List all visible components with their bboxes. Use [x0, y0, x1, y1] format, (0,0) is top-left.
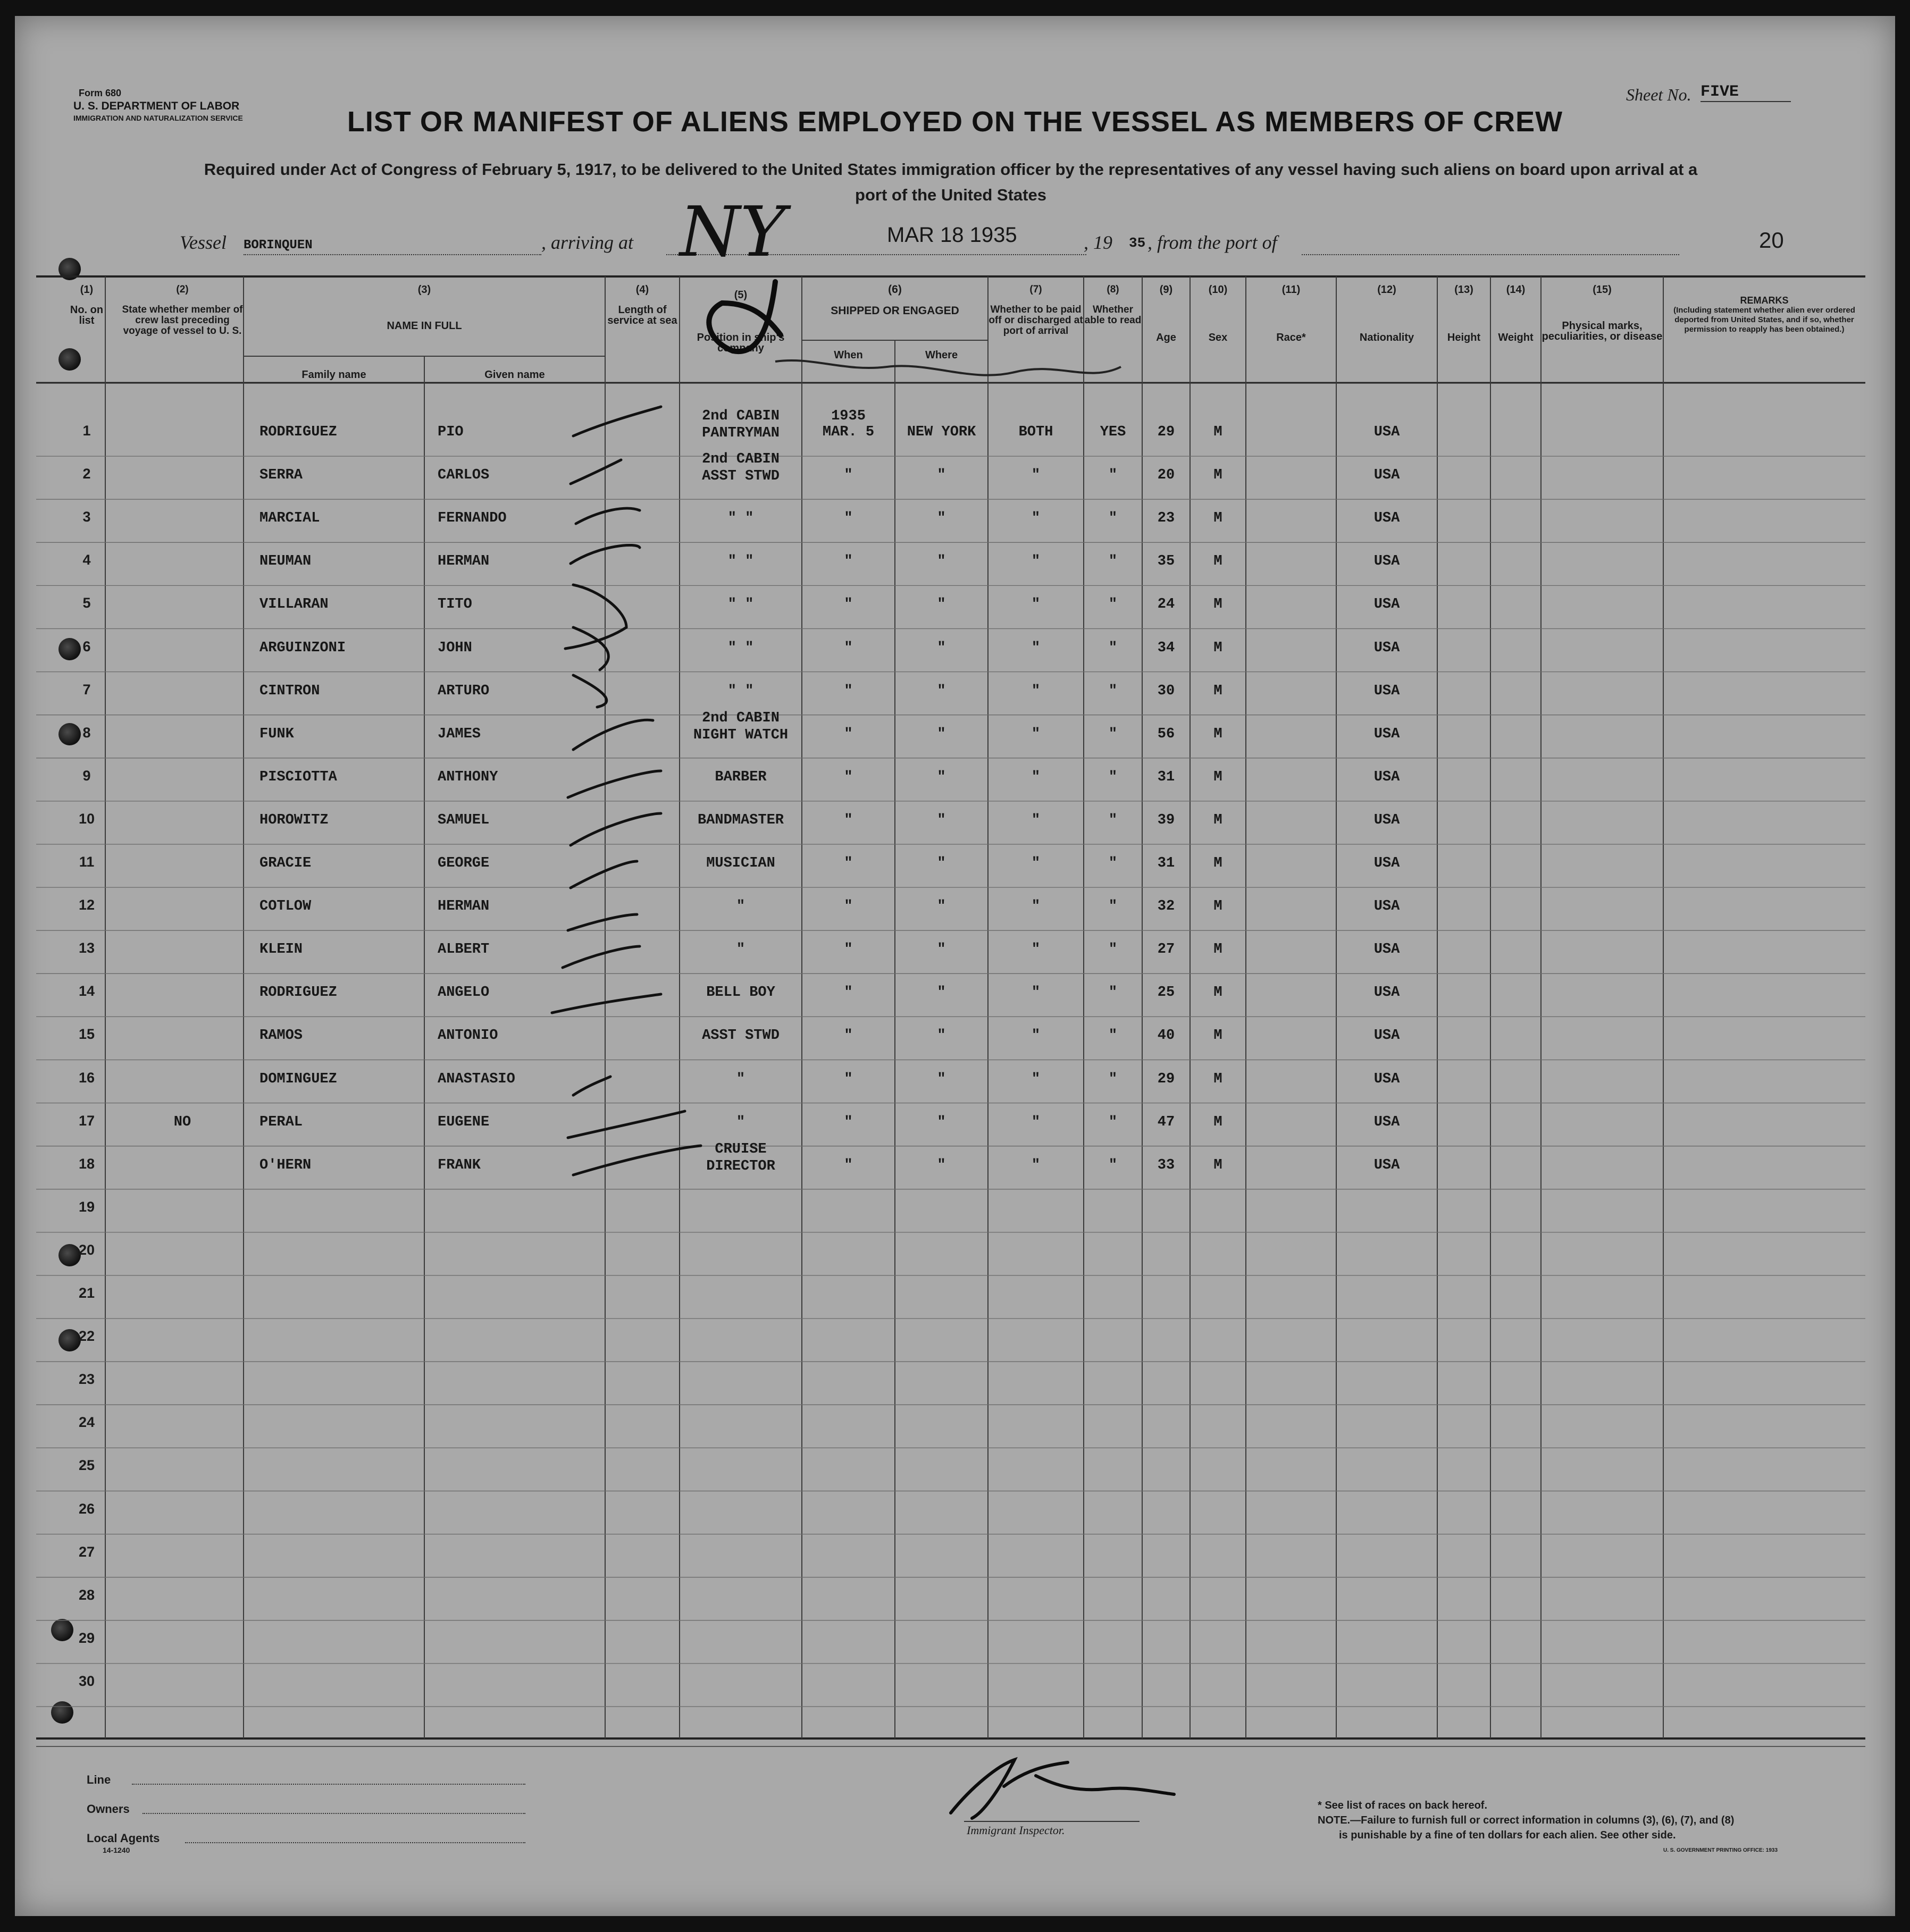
cell-read: YES [1100, 424, 1126, 440]
cell-nationality: USA [1373, 898, 1400, 915]
cell-read: " [1108, 985, 1118, 1001]
cell-nationality: USA [1373, 553, 1400, 570]
position-line-2: DIRECTOR [706, 1158, 775, 1174]
cell-where: " [937, 553, 946, 570]
arriving-label: , arriving at [541, 232, 634, 253]
cell-given: ANTONIO [438, 1028, 498, 1044]
cell-paid: " [1031, 1157, 1041, 1173]
cell-where: " [937, 769, 946, 785]
date-stamp: MAR 18 1935 [887, 223, 1017, 247]
cell-age: 39 [1157, 812, 1175, 828]
position-line-1: BANDMASTER [697, 812, 784, 828]
cell-nationality: USA [1373, 942, 1400, 958]
cell-when-year: 1935 [831, 408, 866, 424]
cell-read: " [1108, 1028, 1118, 1044]
cell-family: FUNK [259, 726, 294, 742]
penalty-note-2: is punishable by a fine of ten dollars for each alien. See other side. [1339, 1829, 1676, 1841]
cell-given: JAMES [438, 726, 481, 742]
given-name-header: Given name [484, 369, 545, 381]
cell-nationality: USA [1373, 855, 1400, 871]
row-number: 16 [78, 1069, 95, 1086]
cell-read: " [1108, 942, 1118, 958]
row-number: 20 [78, 1241, 95, 1258]
col-5-header: (5) Position in ship's company [697, 289, 785, 354]
cell-where: " [937, 597, 946, 613]
col-3-header: (3) NAME IN FULL [387, 284, 462, 332]
cell-paid: " [1031, 1028, 1041, 1044]
col-1-header: (1) No. on list [70, 284, 104, 326]
cell-nationality: USA [1373, 640, 1400, 656]
row-number: 9 [82, 767, 91, 784]
cell-when: " [844, 597, 853, 613]
inspector-label: Immigrant Inspector. [967, 1824, 1065, 1837]
cell-when: " [844, 553, 853, 570]
cell-family: CINTRON [259, 683, 320, 699]
cell-family: SERRA [259, 467, 303, 484]
cell-where: " [937, 942, 946, 958]
cell-read: " [1108, 1157, 1118, 1173]
cell-family: RODRIGUEZ [259, 985, 337, 1001]
cancel-scribble-icon [775, 360, 1121, 375]
cell-when: " [844, 942, 853, 958]
inspector-signature-icon [951, 1760, 1174, 1818]
cell-read: " [1108, 898, 1118, 915]
page-number: 20 [1759, 228, 1784, 253]
page-title: LIST OR MANIFEST OF ALIENS EMPLOYED ON THE VESSEL AS MEMBERS OF CREW [347, 106, 1563, 138]
col-15-header: (15) Physical marks, peculiarities, or disease [1542, 284, 1663, 342]
cell-age: 31 [1157, 769, 1175, 785]
cell-age: 47 [1157, 1114, 1175, 1130]
row-number: 24 [78, 1414, 95, 1431]
cell-paid: " [1031, 467, 1041, 484]
cell-read: " [1108, 683, 1118, 699]
position-line-2: PANTRYMAN [702, 425, 780, 441]
row-number: 1 [82, 423, 91, 439]
cell-read: " [1108, 726, 1118, 742]
cell-prev: NO [173, 1114, 191, 1130]
cell-nationality: USA [1373, 985, 1400, 1001]
row-number: 10 [78, 810, 95, 827]
cell-family: RODRIGUEZ [259, 424, 337, 440]
col-13-header: (13) Height [1447, 284, 1481, 343]
row-number: 4 [82, 552, 91, 568]
row-number: 18 [78, 1155, 95, 1172]
cell-paid: " [1031, 855, 1041, 871]
row-number: 25 [78, 1457, 95, 1474]
cell-age: 23 [1157, 510, 1175, 527]
cell-sex: M [1213, 942, 1222, 958]
cell-sex: M [1213, 553, 1222, 570]
cell-sex: M [1213, 510, 1222, 527]
cell-read: " [1108, 640, 1118, 656]
cell-read: " [1108, 553, 1118, 570]
cell-sex: M [1213, 1028, 1222, 1044]
handwritten-marks [15, 16, 1895, 1916]
vessel-label: Vessel [180, 232, 227, 253]
cell-where: " [937, 1157, 946, 1173]
cell-paid: " [1031, 769, 1041, 785]
cell-given: CARLOS [438, 467, 490, 484]
cell-nationality: USA [1373, 597, 1400, 613]
cell-paid: " [1031, 683, 1041, 699]
cell-family: HOROWITZ [259, 812, 329, 828]
cell-paid: " [1031, 597, 1041, 613]
row-number: 3 [82, 509, 91, 525]
cell-sex: M [1213, 597, 1222, 613]
cell-age: 29 [1157, 424, 1175, 440]
cell-given: PIO [438, 424, 464, 440]
cell-paid: " [1031, 942, 1041, 958]
row-number: 27 [78, 1543, 95, 1560]
cell-age: 33 [1157, 1157, 1175, 1173]
cell-where: " [937, 510, 946, 527]
form-number: Form 680 [79, 88, 122, 98]
cell-nationality: USA [1373, 510, 1400, 527]
cell-given: FERNANDO [438, 510, 507, 527]
cell-given: JOHN [438, 640, 472, 656]
cell-age: 27 [1157, 942, 1175, 958]
cell-given: FRANK [438, 1157, 481, 1173]
year-suffix: 35 [1129, 235, 1146, 251]
cell-age: 34 [1157, 640, 1175, 656]
cell-where: " [937, 1114, 946, 1130]
cell-paid: " [1031, 640, 1041, 656]
service-name: IMMIGRATION AND NATURALIZATION SERVICE [73, 114, 243, 122]
cell-sex: M [1213, 1071, 1222, 1087]
cell-age: 30 [1157, 683, 1175, 699]
cell-given: EUGENE [438, 1114, 490, 1130]
cell-when: " [844, 726, 853, 742]
cell-where: NEW YORK [907, 424, 976, 440]
cell-age: 20 [1157, 467, 1175, 484]
handwritten-tick-icon [552, 407, 701, 1175]
cell-when: " [844, 467, 853, 484]
row-number: 19 [78, 1198, 95, 1215]
cell-paid: " [1031, 898, 1041, 915]
position-line-1: " " [727, 510, 754, 527]
row-number: 28 [78, 1586, 95, 1603]
row-number: 2 [82, 466, 91, 482]
cell-when: " [844, 1114, 853, 1130]
cell-given: ANTHONY [438, 769, 498, 785]
cell-read: " [1108, 510, 1118, 527]
cell-given: TITO [438, 597, 472, 613]
cell-nationality: USA [1373, 1028, 1400, 1044]
remarks-header: REMARKS (Including statement whether alien ever ordered deported from United States, and if so, whether permission to reapply has been obtained.) [1673, 295, 1855, 334]
cell-where: " [937, 812, 946, 828]
cell-nationality: USA [1373, 1114, 1400, 1130]
cell-sex: M [1213, 1114, 1222, 1130]
cell-nationality: USA [1373, 467, 1400, 484]
cell-family: PISCIOTTA [259, 769, 337, 785]
cell-age: 35 [1157, 553, 1175, 570]
cell-given: ANASTASIO [438, 1071, 515, 1087]
cell-read: " [1108, 769, 1118, 785]
when-header: When [834, 349, 863, 361]
sheet-number: FIVE [1700, 83, 1791, 102]
cell-age: 25 [1157, 985, 1175, 1001]
cell-sex: M [1213, 640, 1222, 656]
row-number: 12 [78, 897, 95, 913]
cell-family: DOMINGUEZ [259, 1071, 337, 1087]
cell-read: " [1108, 812, 1118, 828]
cell-when: " [844, 769, 853, 785]
cell-when: MAR. 5 [822, 424, 875, 440]
position-line-1: " [736, 1071, 745, 1087]
cell-nationality: USA [1373, 812, 1400, 828]
cell-paid: " [1031, 1114, 1041, 1130]
cell-sex: M [1213, 424, 1222, 440]
cell-where: " [937, 640, 946, 656]
cell-where: " [937, 855, 946, 871]
cell-when: " [844, 985, 853, 1001]
line-label: Line [87, 1773, 111, 1786]
cell-where: " [937, 898, 946, 915]
row-number: 11 [79, 854, 95, 870]
position-line-1: " " [727, 553, 754, 570]
form-code: 14-1240 [103, 1846, 130, 1854]
cell-nationality: USA [1373, 726, 1400, 742]
cell-given: SAMUEL [438, 812, 490, 828]
cell-family: KLEIN [259, 942, 303, 958]
row-number: 13 [78, 940, 95, 956]
cell-nationality: USA [1373, 769, 1400, 785]
col-10-header: (10) Sex [1208, 284, 1228, 343]
cell-where: " [937, 1071, 946, 1087]
row-number: 17 [78, 1112, 95, 1129]
position-line-1: BELL BOY [706, 985, 775, 1001]
cell-sex: M [1213, 812, 1222, 828]
row-number: 22 [78, 1328, 95, 1345]
cell-age: 31 [1157, 855, 1175, 871]
row-number: 21 [78, 1285, 95, 1301]
position-line-2: ASST STWD [702, 468, 780, 485]
cell-paid: " [1031, 985, 1041, 1001]
position-line-1: " [736, 898, 745, 915]
year-prefix: , 19 [1084, 232, 1112, 253]
col-7-header: (7) Whether to be paid off or discharged at port of arrival [988, 284, 1083, 337]
cell-given: ARTURO [438, 683, 490, 699]
col-4-header: (4) Length of service at sea [607, 284, 677, 326]
position-line-1: CRUISE [715, 1141, 767, 1157]
cell-nationality: USA [1373, 683, 1400, 699]
row-number: 30 [78, 1673, 95, 1689]
cell-given: HERMAN [438, 553, 490, 570]
position-line-1: BARBER [715, 769, 767, 785]
cell-when: " [844, 640, 853, 656]
cell-age: 40 [1157, 1028, 1175, 1044]
cell-when: " [844, 855, 853, 871]
position-line-1: " " [727, 683, 754, 699]
department-name: U. S. DEPARTMENT OF LABOR [73, 100, 240, 112]
cell-read: " [1108, 1071, 1118, 1087]
cell-where: " [937, 683, 946, 699]
row-number: 29 [78, 1629, 95, 1646]
cell-given: ALBERT [438, 942, 490, 958]
subtitle-line-2: port of the United States [855, 186, 1046, 204]
cell-paid: " [1031, 812, 1041, 828]
position-line-1: 2nd CABIN [702, 408, 780, 424]
cell-paid: " [1031, 726, 1041, 742]
penalty-note-1: NOTE.—Failure to furnish full or correct information in columns (3), (6), (7), and (8) [1318, 1815, 1735, 1826]
position-line-2: NIGHT WATCH [693, 727, 789, 743]
col-9-header: (9) Age [1156, 284, 1176, 343]
cell-sex: M [1213, 769, 1222, 785]
cell-paid: " [1031, 553, 1041, 570]
cell-where: " [937, 1028, 946, 1044]
cell-when: " [844, 812, 853, 828]
cell-where: " [937, 985, 946, 1001]
cell-when: " [844, 1071, 853, 1087]
cell-read: " [1108, 597, 1118, 613]
row-number: 15 [78, 1026, 95, 1043]
col-12-header: (12) Nationality [1359, 284, 1414, 343]
cell-age: 56 [1157, 726, 1175, 742]
cell-family: RAMOS [259, 1028, 303, 1044]
cell-age: 32 [1157, 898, 1175, 915]
family-name-header: Family name [301, 369, 366, 381]
cell-age: 29 [1157, 1071, 1175, 1087]
cell-family: GRACIE [259, 855, 312, 871]
cell-age: 24 [1157, 597, 1175, 613]
position-line-1: 2nd CABIN [702, 710, 780, 726]
cell-when: " [844, 898, 853, 915]
cell-when: " [844, 683, 853, 699]
col-14-header: (14) Weight [1498, 284, 1534, 343]
position-line-1: " [736, 942, 745, 958]
sheet-label: Sheet No. [1626, 85, 1691, 104]
row-number: 6 [82, 638, 91, 654]
printer-imprint: U. S. GOVERNMENT PRINTING OFFICE: 1933 [1663, 1847, 1778, 1853]
position-line-1: " " [727, 640, 754, 656]
cell-when: " [844, 1157, 853, 1173]
owners-label: Owners [87, 1802, 130, 1816]
cell-given: HERMAN [438, 898, 490, 915]
row-number: 7 [82, 681, 91, 698]
ny-flourish-icon [709, 282, 781, 351]
cell-when: " [844, 510, 853, 527]
col-2-header: (2) State whether member of crew last preceding voyage of vessel to U. S. [122, 284, 243, 337]
cell-sex: M [1213, 726, 1222, 742]
row-number: 23 [78, 1371, 95, 1388]
cell-nationality: USA [1373, 1071, 1400, 1087]
position-line-1: " " [727, 597, 754, 613]
arriving-port: NY [680, 191, 786, 272]
row-number: 5 [82, 595, 91, 611]
position-line-1: MUSICIAN [706, 855, 775, 871]
cell-where: " [937, 726, 946, 742]
cell-read: " [1108, 855, 1118, 871]
position-line-1: 2nd CABIN [702, 451, 780, 468]
cell-sex: M [1213, 467, 1222, 484]
cell-given: GEORGE [438, 855, 490, 871]
row-number: 8 [82, 724, 91, 741]
cell-family: VILLARAN [259, 597, 329, 613]
cell-family: O'HERN [259, 1157, 312, 1173]
vessel-name: BORINQUEN [244, 238, 313, 253]
where-header: Where [925, 349, 958, 361]
subtitle-line-1: Required under Act of Congress of February 5, 1917, to be delivered to the United States immigration officer by the representatives of any vessel having such aliens on board upon arrival at a [204, 160, 1698, 179]
cell-nationality: USA [1373, 1157, 1400, 1173]
cell-sex: M [1213, 683, 1222, 699]
col-6-header: (6) SHIPPED OR ENGAGED [831, 283, 959, 317]
cell-sex: M [1213, 898, 1222, 915]
local-agents-label: Local Agents [87, 1832, 160, 1845]
cell-sex: M [1213, 855, 1222, 871]
cell-sex: M [1213, 985, 1222, 1001]
cell-family: PERAL [259, 1114, 303, 1130]
cell-read: " [1108, 1114, 1118, 1130]
manifest-sheet [15, 16, 1895, 1916]
cell-nationality: USA [1373, 424, 1400, 440]
position-line-1: ASST STWD [702, 1028, 780, 1044]
cell-family: COTLOW [259, 898, 312, 915]
row-number: 26 [78, 1500, 95, 1517]
cell-sex: M [1213, 1157, 1222, 1173]
from-port-label: , from the port of [1147, 232, 1277, 253]
col-11-header: (11) Race* [1276, 284, 1306, 343]
cell-where: " [937, 467, 946, 484]
cell-family: NEUMAN [259, 553, 312, 570]
cell-given: ANGELO [438, 985, 490, 1001]
cell-paid: " [1031, 510, 1041, 527]
races-note: * See list of races on back hereof. [1318, 1800, 1488, 1811]
cell-read: " [1108, 467, 1118, 484]
cell-when: " [844, 1028, 853, 1044]
cell-paid: " [1031, 1071, 1041, 1087]
cell-family: MARCIAL [259, 510, 320, 527]
position-line-1: " [736, 1114, 745, 1130]
row-number: 14 [78, 983, 95, 999]
cell-paid: BOTH [1018, 424, 1053, 440]
cell-family: ARGUINZONI [259, 640, 346, 656]
col-8-header: (8) Whether able to read [1084, 284, 1142, 326]
